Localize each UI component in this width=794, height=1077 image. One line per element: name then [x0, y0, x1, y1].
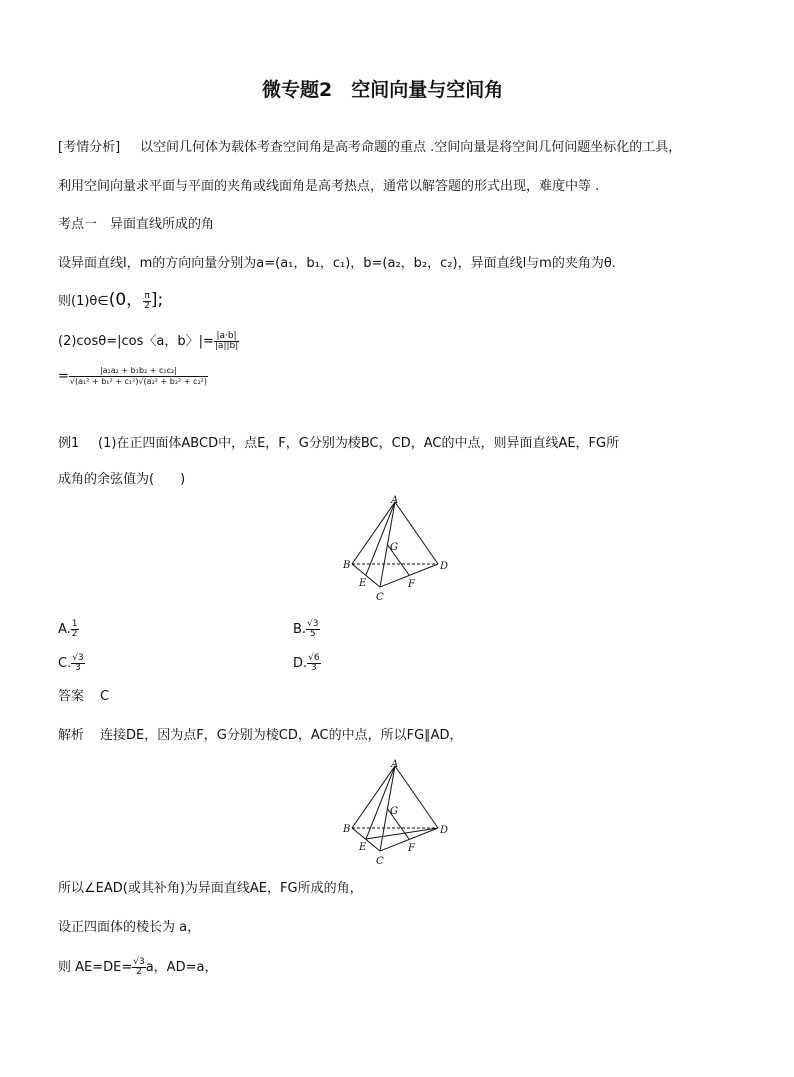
solution-label: 解析	[58, 728, 85, 743]
label-D: D	[440, 561, 449, 572]
label-B-2: B	[343, 824, 351, 835]
example-line-1: (1)在正四面体ABCD中，点E，F，G分别为棱BC，CD，AC的中点，则异面直线AE，FG所	[98, 436, 620, 451]
solution-line-2: 所以∠EAD(或其补角)为异面直线AE，FG所成的角，	[58, 881, 363, 896]
rule-2-prefix: (2)cosθ=|cos〈a，b〉|=	[58, 334, 214, 349]
rule-3: = $\frac{\text{|a₁a₂ + b₁b₂ + c₁c₂|}}{\text{√(a₁² + b₁² + c₁²)√(a₂² + b₂² + c₂²)}}$	[58, 366, 207, 386]
label-A-2: A	[391, 759, 399, 770]
option-c[interactable]: C. $\frac{√3}{3}$	[58, 653, 84, 673]
rule-1-end: ];	[150, 290, 164, 310]
analysis-line-1: 以空间几何体为载体考查空间角是高考命题的重点 .空间向量是将空间几何问题坐标化的工具，	[140, 140, 682, 155]
solution-line-1: 连接DE，因为点F，G分别为棱CD，AC的中点，所以FG∥AD，	[100, 728, 463, 743]
solution-line-3: 设正四面体的棱长为 a，	[58, 920, 201, 935]
label-C-2: C	[376, 856, 384, 867]
label-F: F	[408, 579, 415, 590]
answer-value: C	[100, 689, 110, 704]
label-E-2: E	[359, 842, 367, 853]
example-label: 例1	[58, 436, 80, 451]
rule-3-fraction: $\frac{\text{|a₁a₂ + b₁b₂ + c₁c₂|}}{\text{√(a₁² + b₁² + c₁²)√(a₂² + b₂² + c₂²)}}$	[69, 366, 207, 386]
label-B: B	[343, 560, 351, 571]
pi-over-two: $\frac{\pi}{2}$	[144, 291, 150, 311]
rule-1-range: (0，	[108, 290, 144, 310]
analysis-tag: [考情分析]	[58, 140, 121, 155]
solution-line-4: 则 AE=DE= $\frac{√3}{2}$ a，AD=a，	[58, 957, 218, 977]
label-D-2: D	[440, 825, 449, 836]
answer-label: 答案	[58, 689, 85, 704]
rule-2	[58, 332, 239, 351]
label-C: C	[376, 592, 384, 603]
page-title: 微专题2 空间向量与空间角	[262, 79, 504, 101]
label-F-2: F	[408, 843, 415, 854]
analysis-line-2: 利用空间向量求平面与平面的夹角或线面角是高考热点，通常以解答题的形式出现，难度中等 .	[58, 179, 600, 194]
label-E: E	[359, 578, 367, 589]
rule-1	[58, 292, 163, 311]
section-heading: 考点一 异面直线所成的角	[58, 217, 215, 232]
setup-text: 设异面直线l，m的方向向量分别为a=(a₁，b₁，c₁)，b=(a₂，b₂，c₂)，异面直线l与m的夹角为θ.	[58, 256, 616, 271]
example-line-2: 成角的余弦值为( )	[58, 472, 186, 487]
rule-1-prefix: 则(1)θ∈	[58, 294, 109, 309]
label-G-2: G	[390, 806, 398, 817]
label-A: A	[391, 495, 399, 506]
option-a[interactable]: A. $\frac{1}{2}$	[58, 619, 78, 639]
rule-2-fraction: $\frac{|a\cdot b|}{|a||b|}$	[214, 331, 239, 351]
option-d[interactable]: D. $\frac{√6}{3}$	[293, 653, 320, 673]
option-b[interactable]: B. $\frac{√3}{5}$	[293, 619, 319, 639]
tetrahedron-diagram-1	[340, 492, 460, 607]
label-G: G	[390, 542, 398, 553]
tetrahedron-diagram-2	[340, 756, 460, 871]
